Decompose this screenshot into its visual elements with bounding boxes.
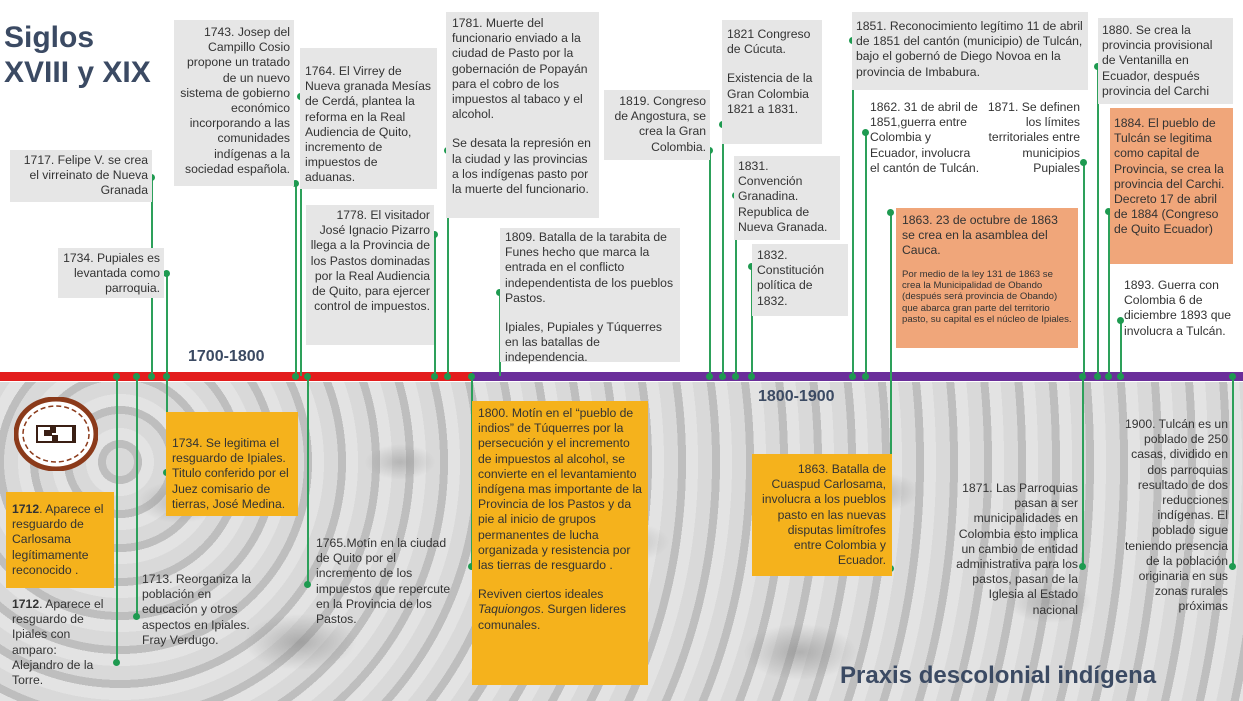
event-1884 xyxy=(1110,108,1233,264)
marker-dot xyxy=(163,270,170,277)
timeline-dot xyxy=(292,373,299,380)
event-1821-text-2: Existencia de la Gran Colombia 1821 a 1831. xyxy=(727,71,813,116)
timeline-dot xyxy=(468,373,475,380)
event-1734-pupiales-text: 1734. Pupiales es levantada como parroquia. xyxy=(63,251,160,296)
timeline-bar-1700-1800 xyxy=(0,372,472,381)
timeline-dot xyxy=(113,373,120,380)
event-1712-ipiales-text: . Aparece el resguardo de Ipiales con amparo: Alejandro de la Torre. xyxy=(12,597,104,688)
timeline-dot xyxy=(706,373,713,380)
event-1819 xyxy=(604,90,710,160)
event-1713-text: 1713. Reorganiza la población en educación y otros aspectos en Ipiales. Fray Verdugo. xyxy=(142,572,252,647)
timeline-dot xyxy=(732,373,739,380)
event-1884-text: 1884. El pueblo de Tulcán se legitima como capital de Provincia, se crea la provincia del Carchi. Decreto 17 de abril de 1884 (Congreso de Quito Ecuador) xyxy=(1114,116,1225,237)
event-1893 xyxy=(1120,278,1238,364)
event-1871-limites-text: 1871. Se definen los límites territoriales entre municipios Pupiales xyxy=(987,100,1080,175)
event-1863-asamblea-text-1: 1863. 23 de octubre de 1863 se crea en la asamblea del Cauca. xyxy=(902,213,1058,258)
event-1862 xyxy=(866,100,984,196)
event-1862-text: 1862. 31 de abril de 1851,guerra entre Colombia y Ecuador, involucra el cantón de Tulcán. xyxy=(870,100,980,175)
timeline-dot xyxy=(304,373,311,380)
event-1800 xyxy=(472,401,648,685)
timeline-dot xyxy=(1079,373,1086,380)
event-1893-text: 1893. Guerra con Colombia 6 de diciembre 1893 que involucra a Tulcán. xyxy=(1124,278,1232,338)
event-1900 xyxy=(1110,417,1232,621)
event-1800-text-2c: . Surgen lideres comunales. xyxy=(478,602,626,632)
event-1851-text: 1851. Reconocimiento legítimo 11 de abril de 1851 del cantón (municipio) de Tulcán, bajo el gobernó de Diego Novoa en la provincia de Imbabura. xyxy=(856,19,1083,79)
connector-1880 xyxy=(1097,66,1099,376)
event-1809-text-2: Ipiales, Pupiales y Túquerres en las batallas de independencia. xyxy=(505,320,662,365)
event-1832-text: 1832. Constitución política de 1832. xyxy=(757,248,825,308)
century-label-1800-1900: 1800-1900 xyxy=(758,388,835,405)
timeline-dot xyxy=(1229,373,1236,380)
event-1712-carlosama-year: 1712 xyxy=(12,502,40,516)
timeline-bar-1800-1900 xyxy=(472,372,1243,381)
event-1800-text-2a: Reviven ciertos ideales xyxy=(478,587,604,602)
event-1831-text: 1831. Convención Granadina. Republica de Nueva Granada. xyxy=(738,159,828,234)
timeline-dot xyxy=(163,373,170,380)
event-1871-limites xyxy=(980,100,1084,196)
event-1734-pupiales xyxy=(58,248,164,298)
connector-1819 xyxy=(709,150,711,376)
event-1880-text: 1880. Se crea la provincia provisional de Ventanilla en Ecuador, después provincia del Carchi xyxy=(1102,23,1213,98)
connector-1821 xyxy=(722,124,724,376)
event-1863-asamblea xyxy=(896,208,1078,348)
timeline-dot xyxy=(1105,373,1112,380)
connector-1871b xyxy=(1082,376,1084,566)
event-1831 xyxy=(734,156,840,240)
title-line-1: Siglos xyxy=(4,21,95,54)
timeline-dot xyxy=(719,373,726,380)
event-1871-parroquias-text: 1871. Las Parroquias pasan a ser municipalidades en Colombia esto implica un cambio de entidad administrativa para los pastos, pasan de la Iglesia al Estado nacional xyxy=(956,481,1078,617)
event-1743-text: 1743. Josep del Campillo Cosio propone un tratado de un nuevo sistema de gobierno económico incorporando a las comunidades indígenas a la sociedad española. xyxy=(180,25,290,176)
timeline-dot xyxy=(148,373,155,380)
event-1743 xyxy=(174,20,294,186)
timeline-dot xyxy=(748,373,755,380)
event-1819-text: 1819. Congreso de Angostura, se crea la Gran Colombia. xyxy=(614,94,706,154)
event-1863-cuaspud-text: 1863. Batalla de Cuaspud Carlosama, involucra a los pueblos pasto en las nuevas disputas limítrofes entre Colombia y Ecuador. xyxy=(762,462,886,568)
title-line-2: XVIII y XIX xyxy=(4,56,151,89)
timeline-dot xyxy=(1094,373,1101,380)
connector-1734a xyxy=(166,273,168,376)
century-label-1700-1800: 1700-1800 xyxy=(188,348,265,365)
event-1809 xyxy=(500,228,680,365)
event-1778 xyxy=(306,205,434,345)
event-1712-carlosama xyxy=(6,492,114,588)
connector-1743 xyxy=(295,183,297,376)
event-1778-text: 1778. El visitador José Ignacio Pizarro llega a la Provincia de los Pastos dominadas por la Real Audiencia de Quito, para ejercer control de impuestos. xyxy=(310,208,430,314)
event-1880 xyxy=(1098,18,1233,104)
connector-1851 xyxy=(852,40,854,376)
event-1800-text-1: 1800. Motín en el “pueblo de indios” de Túquerres por la persecución y el incremento de impuestos al alcohol, se convierte en el levantamiento indígena mas importante de la Provincia de los Pastos y da pie al inicio de grupos permanentes de lucha organizada y resistencia por las tierras de resguardo . xyxy=(478,406,642,573)
timeline-dot xyxy=(431,373,438,380)
event-1734-ipiales-text: 1734. Se legitima el resguardo de Ipiales. Titulo conferido por el Juez comisario de tierras, José Medina. xyxy=(172,436,289,511)
page-title xyxy=(4,20,151,90)
event-1764 xyxy=(300,48,437,189)
marker-dot xyxy=(887,209,894,216)
footer-title: Praxis descolonial indígena xyxy=(840,662,1157,689)
timeline-dot xyxy=(849,373,856,380)
connector-1778 xyxy=(434,234,436,376)
event-1734-ipiales xyxy=(166,412,298,516)
timeline-dot xyxy=(862,373,869,380)
timeline-dot xyxy=(444,373,451,380)
event-1717-text: 1717. Felipe V. se crea el virreinato de Nueva Granada xyxy=(23,153,148,198)
event-1712-carlosama-text: . Aparece el resguardo de Carlosama legítimamente reconocido . xyxy=(12,502,104,577)
connector-1765 xyxy=(307,376,309,584)
event-1821 xyxy=(722,20,822,144)
event-1809-text-1: 1809. Batalla de la tarabita de Funes hecho que marca la entrada en el conflicto independentista de los pueblos Pastos. xyxy=(505,230,674,305)
event-1800-text-2 xyxy=(478,587,642,633)
event-1765-text: 1765.Motín en la ciudad de Quito por el incremento de los impuestos que repercute en la Provincia de los Pastos. xyxy=(316,536,451,627)
connector-1712 xyxy=(116,376,118,662)
event-1821-text-1: 1821 Congreso de Cúcuta. xyxy=(727,27,811,57)
timeline-dot xyxy=(133,373,140,380)
event-1900-text: 1900. Tulcán es un poblado de 250 casas, dividido en dos parroquias resultado de dos reducciones indígenas. El poblado sigue teniendo presencia de la población originaria en sus zonas rurales próximas xyxy=(1125,417,1228,614)
spiral-emblem-icon xyxy=(14,397,98,471)
event-1781-text-1: 1781. Muerte del funcionario enviado a la ciudad de Pasto por la gobernación de Popayán para el cobro de los impuestos al tabaco y el alcohol. xyxy=(452,16,588,122)
event-1712-ipiales-year: 1712 xyxy=(12,597,40,611)
event-1863-cuaspud xyxy=(752,454,892,576)
event-1717 xyxy=(10,150,152,202)
event-1863-asamblea-text-2: Por medio de la ley 131 de 1863 se crea la Municipalidad de Obando (después será provincia de Obando) que abarca gran parte del territorio pasto, su capital es el núcleo de Ipiales. xyxy=(902,268,1072,326)
event-1712-ipiales xyxy=(6,597,116,693)
event-1764-text: 1764. El Virrey de Nueva granada Mesías de Cerdá, plantea la reforma en la Real Audiencia de Quito, incremento de impuestos de aduanas. xyxy=(305,64,432,185)
event-1765 xyxy=(310,532,460,628)
event-1851 xyxy=(852,12,1088,90)
event-1781-text-2: Se desata la represión en la ciudad y las provincias a los indígenas pasto por la muerte del funcionario. xyxy=(452,136,591,197)
connector-1900 xyxy=(1232,376,1234,566)
timeline-dot xyxy=(1117,373,1124,380)
event-1832 xyxy=(752,244,848,316)
event-1800-text-2b: Taquiongos xyxy=(478,602,541,617)
event-1871-parroquias xyxy=(942,481,1082,621)
event-1781 xyxy=(446,12,599,218)
event-1713 xyxy=(138,572,268,652)
